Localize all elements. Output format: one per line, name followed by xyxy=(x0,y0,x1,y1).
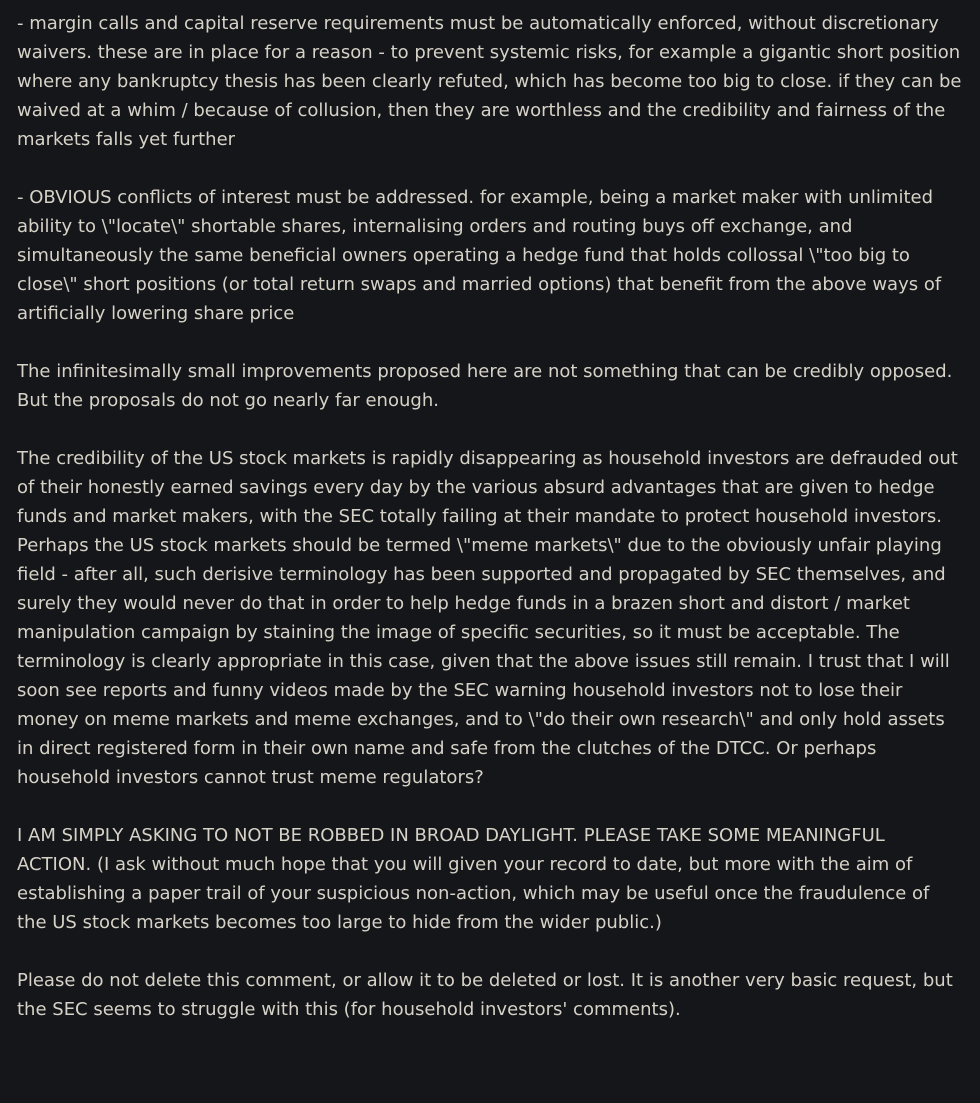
comment-paragraph-plea: I AM SIMPLY ASKING TO NOT BE ROBBED IN BROAD DAYLIGHT. PLEASE TAKE SOME MEANINGFUL ACTION. (I ask without much hope that you will given your record to date, but more with the aim of establishing a paper trail of your suspicious non-action, which may be useful once the fraudulence of the US stock markets becomes too large to hide from the wider public.) xyxy=(17,825,930,933)
comment-paragraph-margin-calls: - margin calls and capital reserve requirements must be automatically enforced, without discretionary waivers. these are in place for a reason - to prevent systemic risks, for example a gigantic short position where any bankruptcy thesis has been clearly refuted, which has become too big to close. if they can be waived at a whim / because of collusion, then they are worthless and the credibility and fairness of the markets falls yet further xyxy=(17,13,962,150)
comment-paragraph-credibility: The credibility of the US stock markets is rapidly disappearing as household investors are defrauded out of their honestly earned savings every day by the various absurd advantages that are given to hedge funds and market makers, with the SEC totally failing at their mandate to protect household investors. Perhaps the US stock markets should be termed \"meme markets\" due to the obviously unfair playing field - after all, such derisive terminology has been supported and propagated by SEC themselves, and surely they would never do that in order to help hedge funds in a brazen short and distort / market manipulation campaign by staining the image of specific securities, so it must be acceptable. The terminology is clearly appropriate in this case, given that the above issues still remain. I trust that I will soon see reports and funny videos made by the SEC warning household investors not to lose their money on meme markets and meme exchanges, and to \"do their own research\" and only hold assets in direct registered form in their own name and safe from the clutches of the DTCC. Or perhaps household investors cannot trust meme regulators? xyxy=(17,448,958,788)
comment-paragraph-improvements: The infinitesimally small improvements proposed here are not something that can be credibly opposed. But the proposals do not go nearly far enough. xyxy=(17,361,953,411)
comment-paragraph-do-not-delete: Please do not delete this comment, or allow it to be deleted or lost. It is another very basic request, but the SEC seems to struggle with this (for household investors' comments). xyxy=(17,970,953,1020)
comment-paragraph-conflicts-of-interest: - OBVIOUS conflicts of interest must be addressed. for example, being a market maker with unlimited ability to \"locate\" shortable shares, internalising orders and routing buys off exchange, and simultaneously the same beneficial owners operating a hedge fund that holds collossal \"too big to close\" short positions (or total return swaps and married options) that benefit from the above ways of artificially lowering share price xyxy=(17,187,942,324)
